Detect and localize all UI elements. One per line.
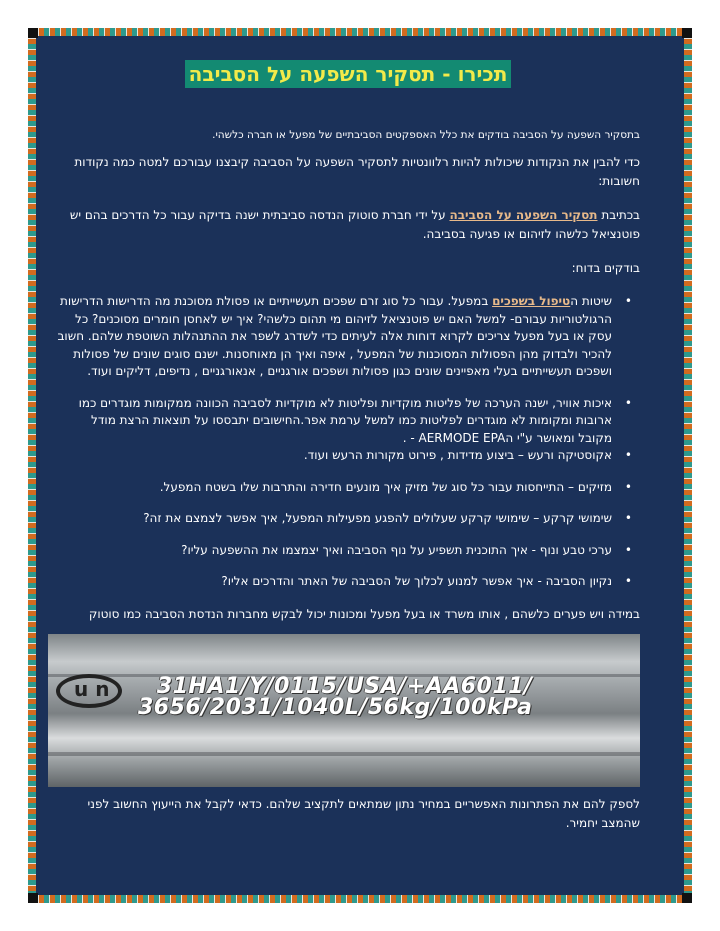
un-mark-icon <box>56 674 122 708</box>
checks-list <box>56 293 640 591</box>
para2-before: בכתיבת <box>597 208 640 222</box>
corner-br <box>682 893 692 903</box>
decorative-border-left <box>28 28 36 903</box>
paragraph-report-writing <box>56 206 640 244</box>
link-environmental-impact-report[interactable]: תסקיר השפעה על הסביבה <box>449 208 598 222</box>
decorative-border-top <box>28 28 692 36</box>
link-wastewater-treatment[interactable]: טיפול בשפכים <box>492 294 571 308</box>
corner-bl <box>28 893 38 903</box>
list-item: • אקוסטיקה ורעש – ביצוע מדידות , פירוט מקורות הרעש ועוד. <box>56 447 640 465</box>
title-wrap <box>56 60 640 88</box>
list-item: • איכות אוויר, ישנה הערכה של פליטות מוקדיות ופליטות לא מוקדיות לסביבה הכוונה ממקומות מוגדרים כמו ארובות ומקומות לא מוגדרים לפליטות כמו למשל ערמת אפר.החישובים יתבססו על תוצאות הרצת מודל מקובל ומאושר ע"י הAERMODE EPA - . <box>56 395 640 448</box>
marking-line-1: 31HA1/Y/0115/USA/+AA6011/ <box>156 673 533 699</box>
list-item: • נקיון הסביבה - איך אפשר למנוע לכלוך של הסביבה של האתר והדרכים אליו? <box>56 573 640 591</box>
intro-paragraph: בתסקיר השפעה על הסביבה בודקים את כלל האספקטים הסביבתיים של מפעל או חברה כלשהי. <box>212 129 640 141</box>
closing-paragraph: לספק להם את הפתרונות האפשריים במחיר נתון שמתאים לתקציב שלהם. כדאי לקבל את הייעוץ החשוב לפני שהמצב יחמיר. <box>87 796 640 830</box>
list-item: • שימושי קרקע – שימושי קרקע שעלולים להפגע מפעילות המפעל, איך אפשר לצמצם את זה? <box>56 510 640 528</box>
checks-label: בודקים בדוח: <box>571 261 640 275</box>
paragraph-important-points: כדי להבין את הנקודות שיכולות להיות רלוונטיות לתסקיר השפעה על הסביבה קיבצנו עבורכם למטה כמה נקודות חשובות: <box>74 155 640 188</box>
page-title: תכירו - תסקיר השפעה על הסביבה <box>185 60 512 88</box>
decorative-border-bottom <box>28 895 692 903</box>
paragraph-gaps: במידה ויש פערים כלשהם , אותו משרד או בעל מפעל ומכונות יכול לבקש מחברות הנדסת הסביבה כמו סוטוק <box>88 606 640 621</box>
list-item: • מזיקים – התייחסות עבור כל סוג של מזיק איך מונעים חדירה והתרבות שלו בשטח המפעל. <box>56 479 640 497</box>
marking-line-2: 3656/2031/1040L/56kg/100kPa <box>138 694 533 720</box>
list-item <box>56 293 640 381</box>
document-content <box>56 60 640 833</box>
photo-rail <box>48 752 640 756</box>
decorative-border-right <box>684 28 692 903</box>
b1-before: שיטות ה <box>570 294 612 308</box>
list-item: • ערכי טבע ונוף - איך התוכנית תשפיע על נוף הסביבה ואיך יצמצמו את ההשפעה עליו? <box>56 542 640 560</box>
b1-after: במפעל. עבור כל סוג זרם שפכים תעשייתיים או פסולת מסוכנת מה הדרישות הדרישות הרגולטוריות עבורם- למשל האם יש פוטנציאל לזיהום מי תהום כלשהי? איך יש לאחסן חומרים מסוכנים? כל עסק או בעל מפעל צריכים לקרוא דוחות אלה לעיתים כדי לשדרג לשפר את ההתנהלות השוטפת שלהם. חשוב להכיר ולבדוק מהן הפסולות המסוכנות של המפעל , איפה ואיך הן מאוחסנות. ישנם סוגים שונים של פסולות ושפכים תעשייתיים בעלי מאפיינים שונים כגון פסולות ושפכים אורגניים , אנאורגניים , נדיפים, דליקים ועוד. <box>57 294 612 378</box>
corner-tr <box>682 28 692 38</box>
stamped-marking <box>138 673 533 720</box>
photo-container-marking <box>48 634 640 787</box>
para2-after: על ידי חברת סוטוק הנדסה סביבתית ישנה בדיקה עבור כל הדרכים בהם יש פוטנציאל כלשהו לזיהום או פגיעה בסביבה. <box>69 208 640 241</box>
corner-tl <box>28 28 38 38</box>
